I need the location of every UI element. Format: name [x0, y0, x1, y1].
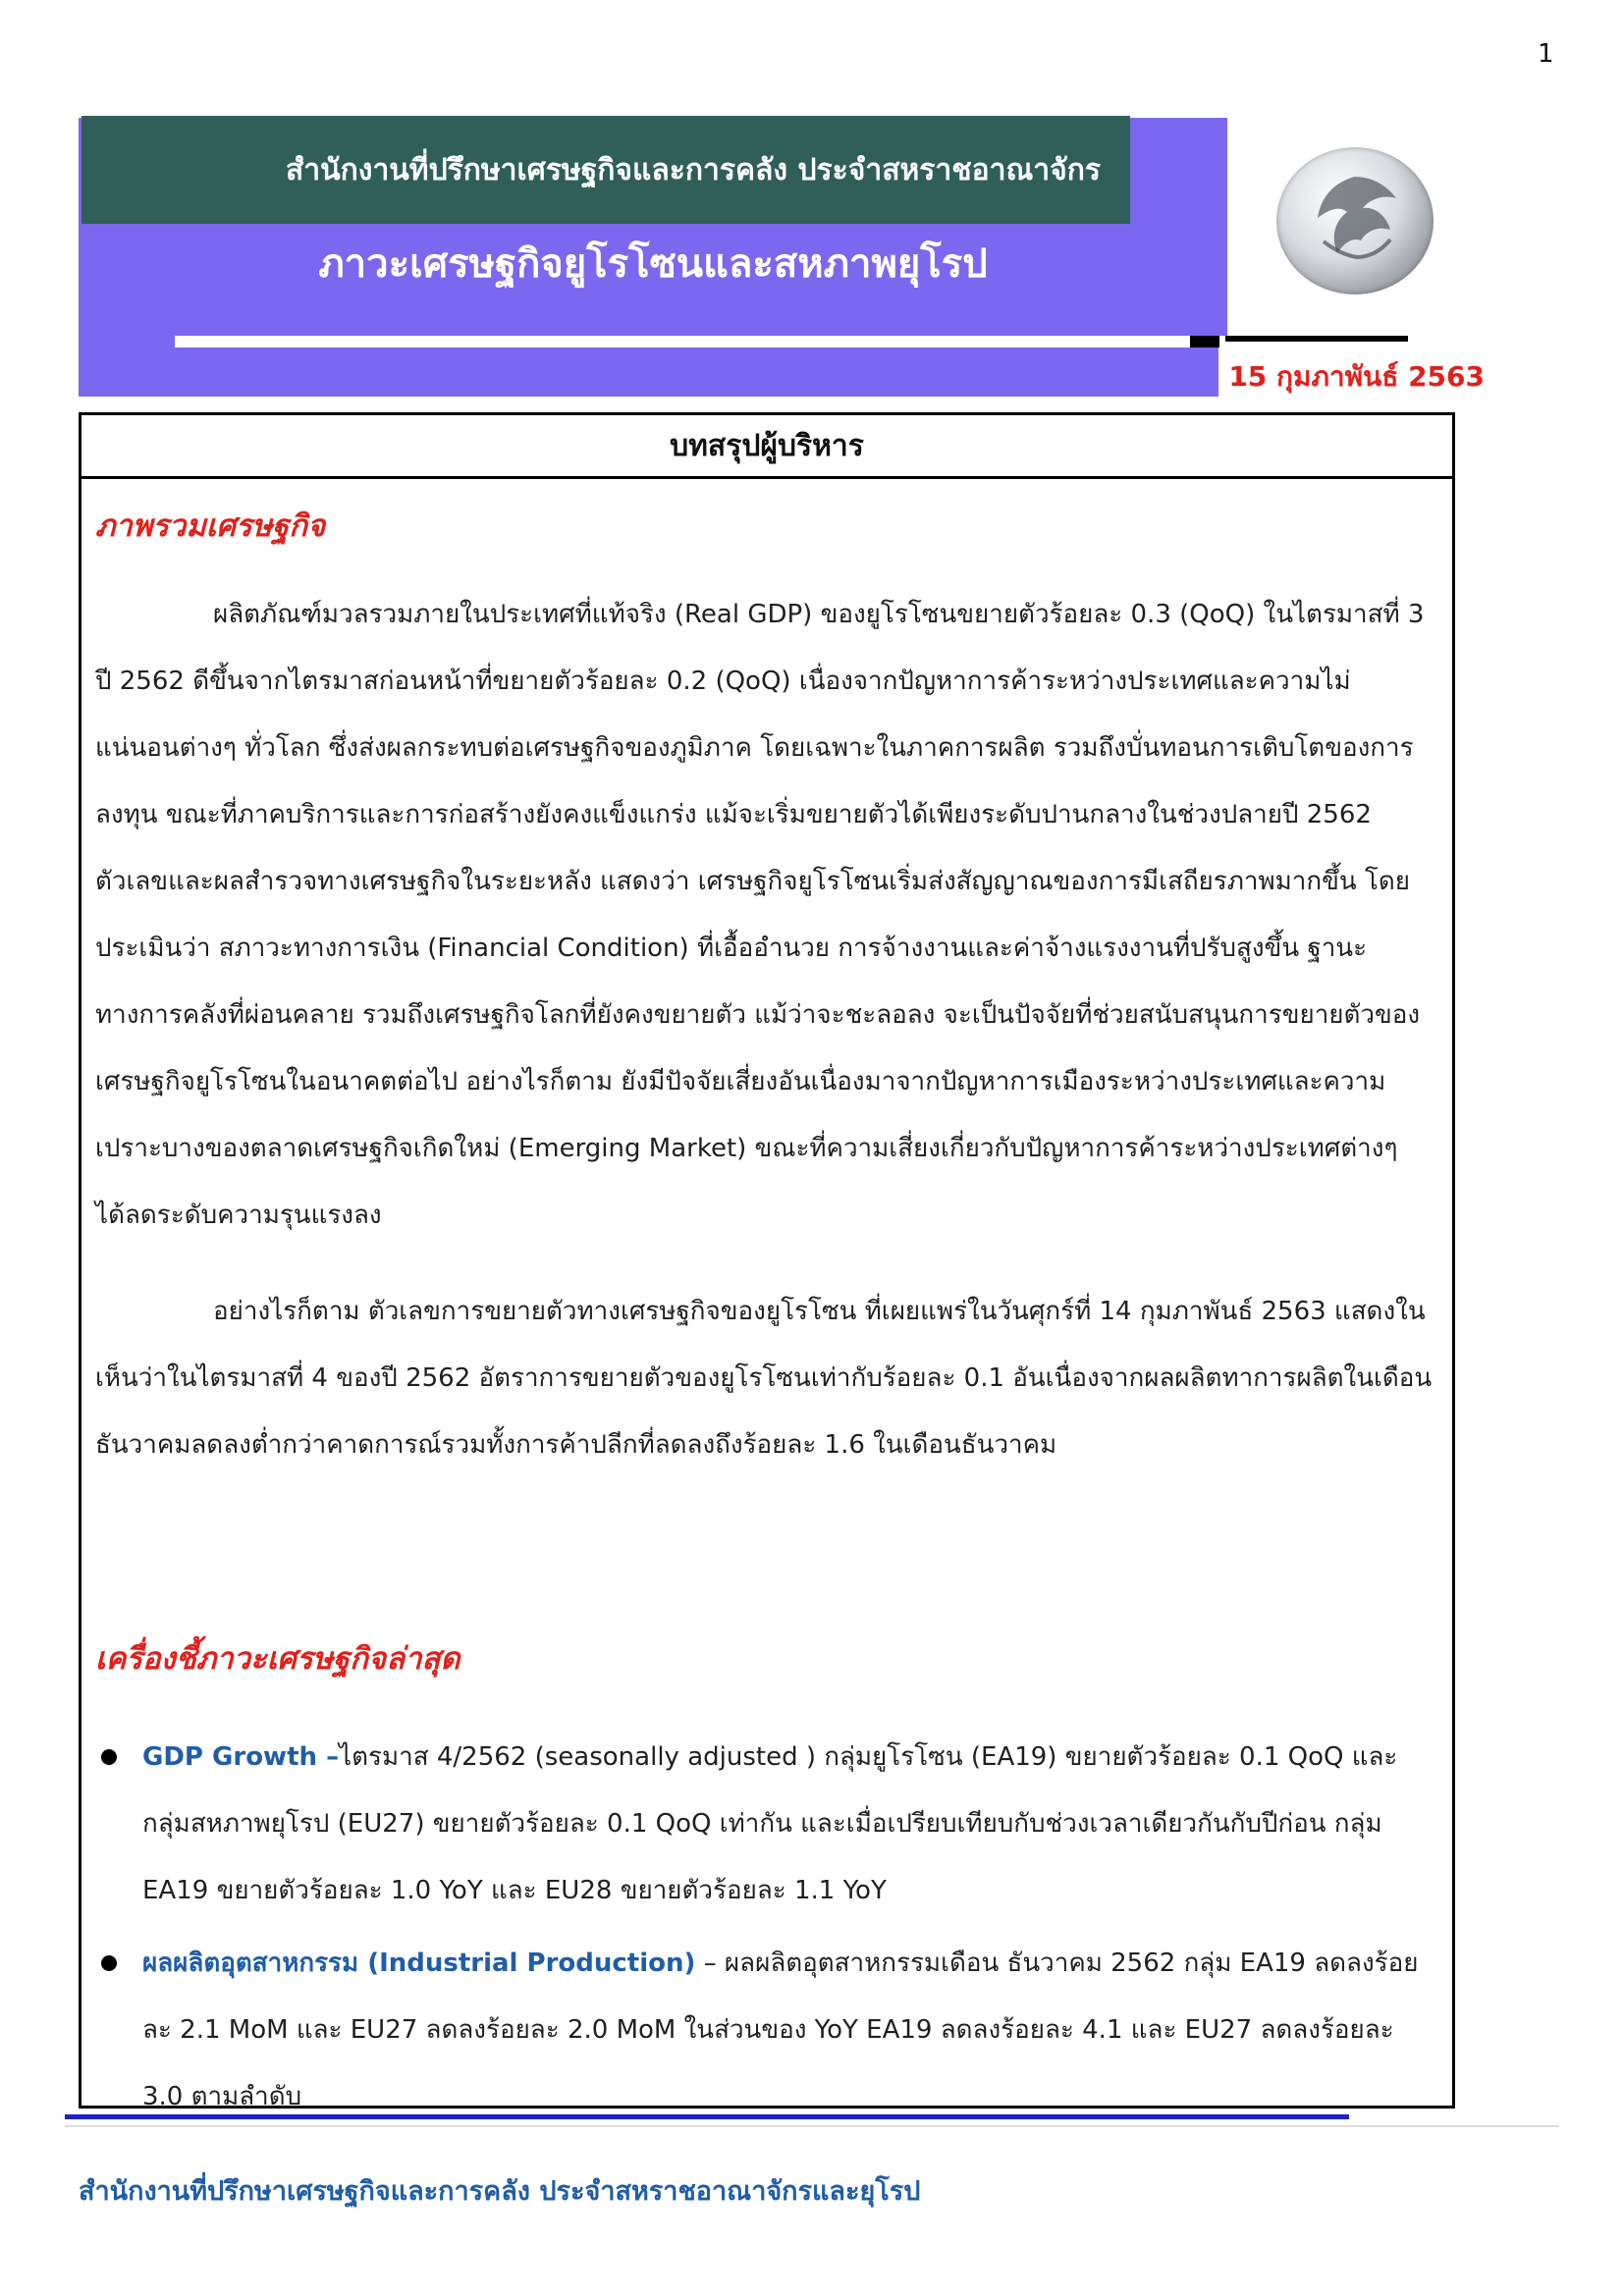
ministry-seal-icon: [1276, 147, 1434, 294]
footer-rule-light: [65, 2125, 1559, 2127]
indicator-text: – ผลผลิตอุตสาหกรรมเดือน ธันวาคม 2562 กลุ่ม EA19 ลดลงร้อยละ 2.1 MoM และ EU27 ลดลงร้อยละ 2.0 MoM ในส่วนของ YoY EA19 ลดลงร้อยละ 4.1 และ EU27 ลดลงร้อยละ 3.0 ตามลำดับ: [142, 1949, 1419, 2111]
indicator-label: GDP Growth –: [142, 1742, 340, 1772]
list-item: [95, 1930, 1435, 2130]
footer-rule: [65, 2114, 1349, 2119]
bullet-icon: [101, 1955, 117, 1971]
indicator-label: ผลผลิตอุตสาหกรรม (Industrial Production): [142, 1949, 696, 1978]
footer-agency: สำนักงานที่ปรึกษาเศรษฐกิจและการคลัง ประจำสหราชอาณาจักรและยุโรป: [79, 2176, 921, 2207]
section-heading-indicators: เครื่องชี้ภาวะเศรษฐกิจล่าสุด: [95, 1641, 460, 1677]
list-item: [95, 1724, 1435, 1924]
bullet-icon: [101, 1749, 117, 1765]
report-title: ภาวะเศรษฐกิจยูโรโซนและสหภาพยุโรป: [318, 241, 988, 287]
q4-paragraph: อย่างไรก็ตาม ตัวเลขการขยายตัวทางเศรษฐกิจของยูโรโซน ที่เผยแพร่ในวันศุกร์ที่ 14 กุมภาพันธ์ 2563 แสดงในเห็นว่าในไตรมาสที่ 4 ของปี 2562 อัตราการขยายตัวของยูโรโซนเท่ากับร้อยละ 0.1 อันเนื่องจากผลผลิตทาการผลิตในเดือนธันวาคมลดลงต่ำกว่าคาดการณ์รวมทั้งการค้าปลีกที่ลดลงถึงร้อยละ 1.6 ในเดือนธันวาคม: [95, 1297, 1433, 1460]
overview-paragraph: ผลิตภัณฑ์มวลรวมภายในประเทศที่แท้จริง (Real GDP) ของยูโรโซนขยายตัวร้อยละ 0.3 (QoQ) ในไตรมาสที่ 3 ปี 2562 ดีขึ้นจากไตรมาสก่อนหน้าที่ขยายตัวร้อยละ 0.2 (QoQ) เนื่องจากปัญหาการค้าระหว่างประเทศและความไม่แน่นอนต่างๆ ทั่วโลก ซึ่งส่งผลกระทบต่อเศรษฐกิจของภูมิภาค โดยเฉพาะในภาคการผลิต รวมถึงบั่นทอนการเติบโตของการลงทุน ขณะที่ภาคบริการและการก่อสร้างยังคงแข็งแกร่ง แม้จะเริ่มขยายตัวได้เพียงระดับปานกลางในช่วงปลายปี 2562 ตัวเลขและผลสำรวจทางเศรษฐกิจในระยะหลัง แสดงว่า เศรษฐกิจยูโรโซนเริ่มส่งสัญญาณของการมีเสถียรภาพมากขึ้น โดยประเมินว่า สภาวะทางการเงิน (Financial Condition) ที่เอื้ออำนวย การจ้างงานและค่าจ้างแรงงานที่ปรับสูงขึ้น ฐานะทางการคลังที่ผ่อนคลาย รวมถึงเศรษฐกิจโลกที่ยังคงขยายตัว แม้ว่าจะชะลอลง จะเป็นปัจจัยที่ช่วยสนับสนุนการขยายตัวของเศรษฐกิจยูโรโซนในอนาคตต่อไป อย่างไรก็ตาม ยังมีปัจจัยเสี่ยงอันเนื่องมาจากปัญหาการเมืองระหว่างประเทศและความเปราะบางของตลาดเศรษฐกิจเกิดใหม่ (Emerging Market) ขณะที่ความเสี่ยงเกี่ยวกับปัญหาการค้าระหว่างประเทศต่างๆ ได้ลดระดับความรุนแรงลง: [95, 600, 1425, 1230]
indicator-list: [95, 1724, 1435, 2130]
agency-name: สำนักงานที่ปรึกษาเศรษฐกิจและการคลัง ประจำสหราชอาณาจักร: [81, 116, 1130, 224]
header-date-rule: [1225, 336, 1408, 342]
box-body: [81, 501, 1452, 2130]
page-number: 1: [1538, 39, 1554, 69]
box-title: บทสรุปผู้บริหาร: [81, 415, 1452, 479]
section-heading-overview: ภาพรวมเศรษฐกิจ: [95, 508, 326, 544]
executive-summary-box: [79, 412, 1455, 2109]
indicator-text: ไตรมาส 4/2562 (seasonally adjusted ) กลุ่มยูโรโซน (EA19) ขยายตัวร้อยละ 0.1 QoQ และกลุ่มสหภาพยุโรป (EU27) ขยายตัวร้อยละ 0.1 QoQ เท่ากัน และเมื่อเปรียบเทียบกับช่วงเวลาเดียวกันกับปีก่อน กลุ่ม EA19 ขยายตัวร้อยละ 1.0 YoY และ EU28 ขยายตัวร้อยละ 1.1 YoY: [142, 1742, 1398, 1905]
report-date: 15 กุมภาพันธ์ 2563: [1228, 360, 1485, 393]
header-divider: [175, 336, 1191, 347]
header-divider-accent: [1190, 336, 1219, 347]
